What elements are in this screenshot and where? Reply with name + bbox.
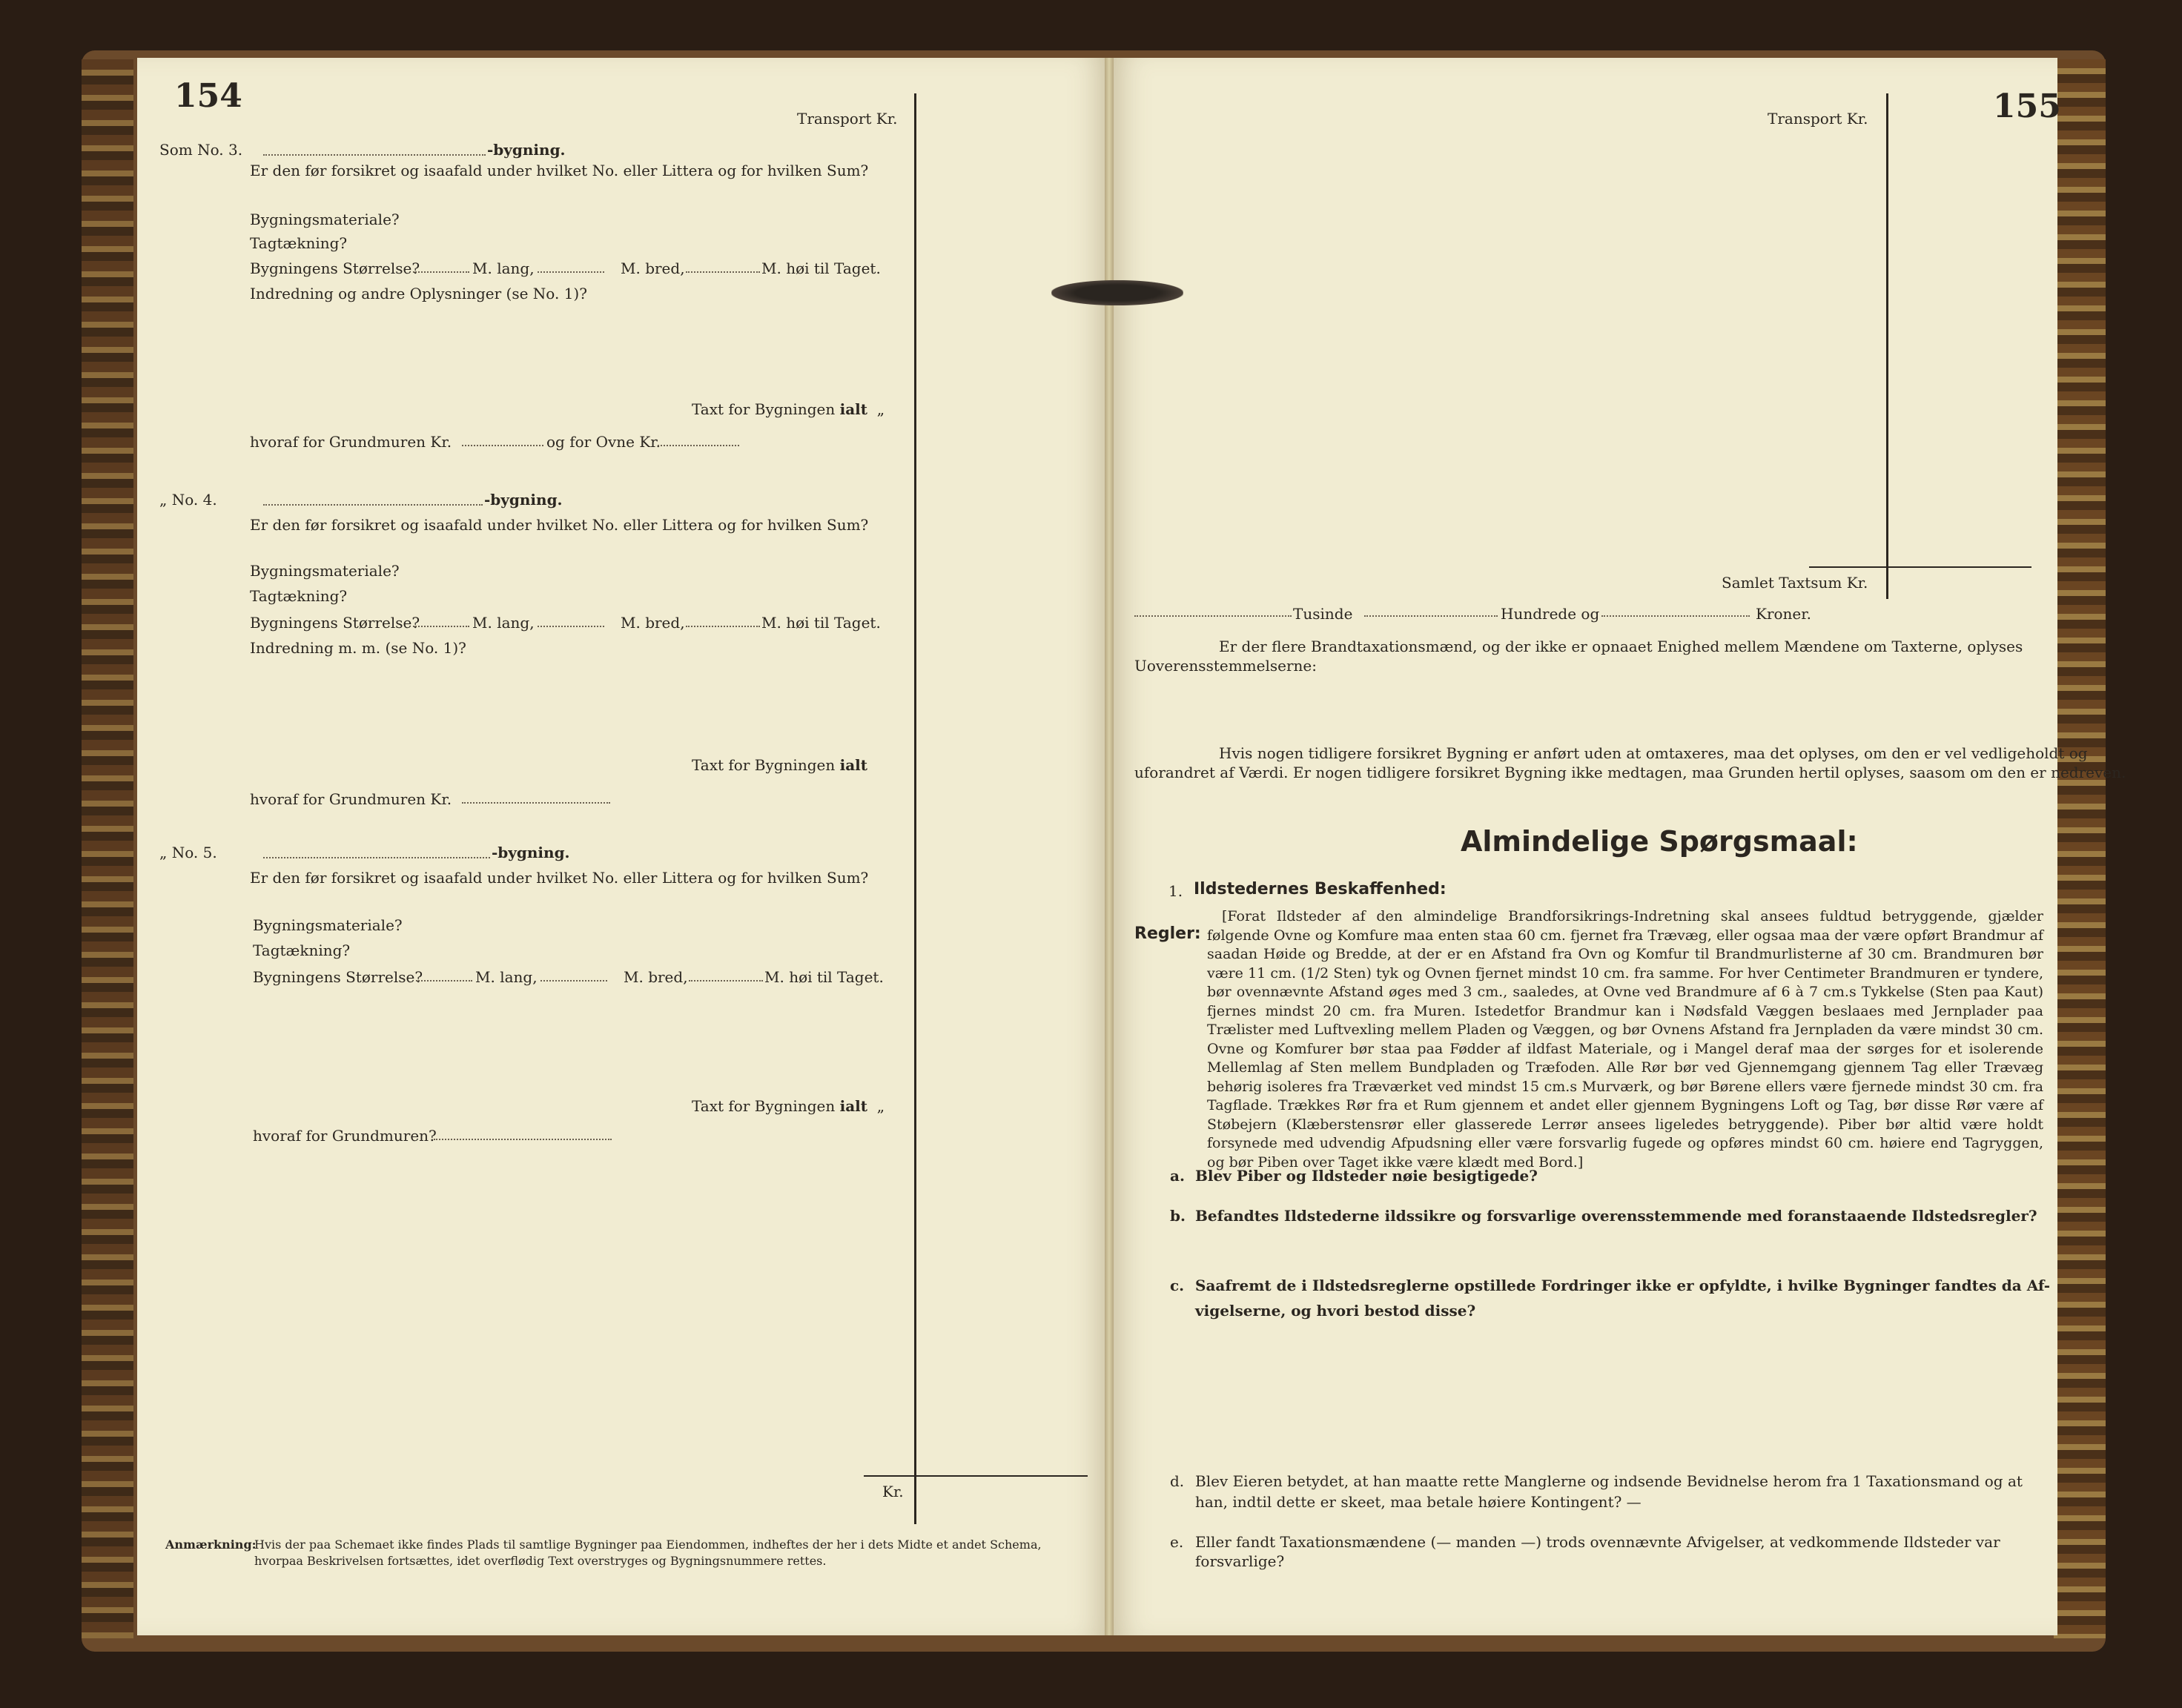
building-4-label: „ No. 4. [159, 491, 217, 509]
question-b-label: b. [1170, 1207, 1186, 1225]
fill-line [462, 802, 610, 804]
question-a: Blev Piber og Ildsteder nøie besigtigede? [1195, 1167, 1538, 1185]
foundation-label: hvoraf for Grundmuren Kr. [250, 790, 452, 808]
building-5-label: „ No. 5. [159, 844, 217, 861]
fill-line [538, 626, 604, 627]
kroner-label: Kroner. [1756, 605, 1811, 623]
building-5-question: Er den før forsikret og isaafald under hvilket No. eller Littera og for hvilken Sum? [250, 869, 869, 887]
ovens-label: og for Ovne Kr. [546, 433, 661, 451]
tax-label: Taxt for Bygningen ialt [692, 756, 867, 774]
tax-label: Taxt for Bygningen ialt „ [692, 1097, 885, 1115]
interior-label: Indredning m. m. (se No. 1)? [250, 639, 466, 657]
question-b: Befandtes Ildstederne ildssikre og forsvarlige overensstemmende med foranstaaende Ildstedsregler? [1195, 1207, 2037, 1225]
total-sum-label: Samlet Taxtsum Kr. [1722, 574, 1868, 592]
fill-line [1134, 615, 1292, 617]
fill-line [1364, 615, 1498, 617]
marbled-edge-right [2054, 59, 2106, 1638]
material-label: Bygningsmateriale? [250, 562, 400, 580]
total-rule [864, 1475, 1088, 1477]
building-3-label: Som No. 3. [159, 141, 243, 159]
width-label: M. bred, [621, 614, 685, 632]
question-a-label: a. [1170, 1167, 1185, 1185]
fill-line [658, 445, 739, 446]
building-4-type: -bygning. [484, 491, 563, 509]
question-c-line-1: Saafremt de i Ildstedsreglerne opstillede Fordringer ikke er opfyldte, i hvilke Bygninger fandtes da Af- [1195, 1277, 2051, 1294]
transport-label: Transport Kr. [797, 110, 898, 128]
rules-text: [Forat Ildsteder af den almindelige Brandforsikrings-Indretning skal ansees fuldtud betryggende, gjælder følgende Ovne og Komfure maa enten staa 60 cm. fjernet fra Trævæg, eller ogsaa maa der være opført Brandmur af saadan Høide og Bredde, at der er en Afstand fra Ovn og Komfur til Brandmurlisterne af 30 cm. Brandmuren bør være 11 cm. (1/2 Sten) tyk og Ovnen fjernet mindst 10 cm. fra samme. For hver Centimeter Brandmuren er tyndere, bør ovennævnte Afstand øges med 3 cm., saaledes, at Ovne ved Brandmure af 6 à 7 cm.s Tykkelse (Sten paa Kaut) fjernes mindst 20 cm. fra Muren. Istedetfor Brandmur kan i Nødsfald Væggen beslaaes med Jernplader paa Trælister med Luftvexling mellem Pladen og Væggen, og bør Ovnens Afstand fra Jernpladen da være mindst 30 cm. Ovne og Komfurer bør staa paa Fødder af ildfast Materiale, og i Mangel deraf maa der sørges for et isolerende Mellemlag af Sten mellem Bundpladen og Træfoden. Alle Rør bør ved Gjennemgang gjennem Tag eller Trævæg behørig isoleres fra Træværket ved mindst 15 cm.s Murværk, og bør Børene ellers være fjernede mindst 30 cm. fra Tagflade. Trækkes Rør fra et Rum gjennem et andet eller gjennem Bygningens Loft og Tag, bør disse Rør være af Støbejern (Klæberstensrør eller glasserede Lerrør ansees ligeledes betryggende). Piber bør altid være holdt forsynede med udvendig Afpudsning eller være forsvarlig fugede og opføres mindst 60 cm. høiere end Tagryggen, og bør Piben over Taget ikke være klædt med Bord.] [1207, 908, 2043, 1171]
amount-column-rule [914, 93, 916, 1524]
tax-label: Taxt for Bygningen ialt „ [692, 400, 885, 418]
previous-text-1: Hvis nogen tidligere forsikret Bygning er anført uden at omtaxeres, maa det oplyses, om den er vel vedligeholdt og [1219, 744, 2088, 762]
fill-line [263, 857, 490, 858]
width-label: M. bred, [621, 259, 685, 277]
question-e-label: e. [1170, 1533, 1184, 1551]
fill-line [462, 445, 543, 446]
length-label: M. lang, [475, 968, 538, 986]
size-label: Bygningens Størrelse? [250, 614, 420, 632]
left-page [137, 58, 1107, 1635]
fill-line [434, 1139, 612, 1140]
height-label: M. høi til Taget. [761, 259, 881, 277]
question-d-line-2: han, indtil dette er skeet, maa betale høiere Kontingent? — [1195, 1493, 1642, 1511]
material-label: Bygningsmateriale? [250, 211, 400, 228]
hundreds-label: Hundrede og [1501, 605, 1600, 623]
fill-line [413, 626, 469, 627]
height-label: M. høi til Taget. [761, 614, 881, 632]
previous-text-2: uforandret af Værdi. Er nogen tidligere forsikret Bygning ikke medtagen, maa Grunden hertil oplyses, saasom om den er nedreven. [1134, 764, 2126, 781]
page-number: 154 [174, 77, 242, 115]
page-number: 155 [1993, 87, 2061, 125]
marbled-edge-left [82, 59, 133, 1638]
fill-line [686, 271, 760, 273]
note-text-2: hvorpaa Beskrivelsen fortsættes, idet overflødig Text overstryges og Bygningsnummere rettes. [254, 1554, 827, 1568]
length-label: M. lang, [472, 259, 535, 277]
rules-label: Regler: [1134, 924, 1201, 943]
right-page [1112, 58, 2126, 1635]
fill-line [538, 271, 604, 273]
fill-line [413, 271, 469, 273]
section-heading: Almindelige Spørgsmaal: [1461, 825, 1858, 858]
height-label: M. høi til Taget. [764, 968, 884, 986]
appraisers-text-2: Uoverensstemmelserne: [1134, 657, 1317, 675]
roof-label: Tagtækning? [250, 587, 348, 605]
fill-line [263, 504, 483, 506]
roof-label: Tagtækning? [250, 234, 348, 252]
size-label: Bygningens Størrelse? [250, 259, 420, 277]
material-label: Bygningsmateriale? [253, 916, 403, 934]
question-d-label: d. [1170, 1472, 1185, 1490]
total-rule [1809, 566, 2031, 568]
length-label: M. lang, [472, 614, 535, 632]
fill-line [540, 980, 607, 982]
building-5-type: -bygning. [492, 844, 570, 861]
size-label: Bygningens Størrelse? [253, 968, 423, 986]
foundation-label: hvoraf for Grundmuren? [253, 1127, 437, 1145]
question-c-label: c. [1170, 1277, 1185, 1294]
fill-line [1601, 615, 1750, 617]
question-d-line-1: Blev Eieren betydet, at han maatte rette Manglerne og indsende Bevidnelse herom fra 1 Taxationsmand og at [1195, 1472, 2023, 1490]
question-c-line-2: vigelserne, og hvori bestod disse? [1195, 1302, 1476, 1320]
question-1-title: Ildstedernes Beskaffenhed: [1194, 880, 1447, 898]
foundation-label: hvoraf for Grundmuren Kr. [250, 433, 452, 451]
question-1-number: 1. [1168, 882, 1183, 900]
question-e-line-1: Eller fandt Taxationsmændene (— manden —) trods ovennævnte Afvigelser, at vedkommende Ildsteder var [1195, 1533, 2000, 1551]
binding-thread [1051, 280, 1183, 305]
building-4-question: Er den før forsikret og isaafald under hvilket No. eller Littera og for hvilken Sum? [250, 516, 869, 534]
roof-label: Tagtækning? [253, 941, 351, 959]
fill-line [689, 980, 763, 982]
fill-line [686, 626, 760, 627]
note-text-1: Hvis der paa Schemaet ikke findes Plads til samtlige Bygninger paa Eiendommen, indheftes der her i dets Midte et andet Schema, [254, 1537, 1042, 1552]
width-label: M. bred, [624, 968, 688, 986]
note-label: Anmærkning: [165, 1537, 257, 1552]
building-3-type: -bygning. [487, 141, 566, 159]
thousands-label: Tusinde [1293, 605, 1353, 623]
building-3-question: Er den før forsikret og isaafald under hvilket No. eller Littera og for hvilken Sum? [250, 162, 869, 179]
fill-line [416, 980, 472, 982]
kr-label: Kr. [882, 1483, 904, 1500]
transport-label: Transport Kr. [1768, 110, 1868, 128]
fill-line [263, 154, 486, 156]
appraisers-text-1: Er der flere Brandtaxationsmænd, og der ikke er opnaaet Enighed mellem Mændene om Taxterne, oplyses [1219, 638, 2023, 655]
question-e-line-2: forsvarlige? [1195, 1552, 1285, 1570]
interior-label: Indredning og andre Oplysninger (se No. 1)? [250, 285, 587, 302]
amount-column-rule [1886, 93, 1888, 599]
